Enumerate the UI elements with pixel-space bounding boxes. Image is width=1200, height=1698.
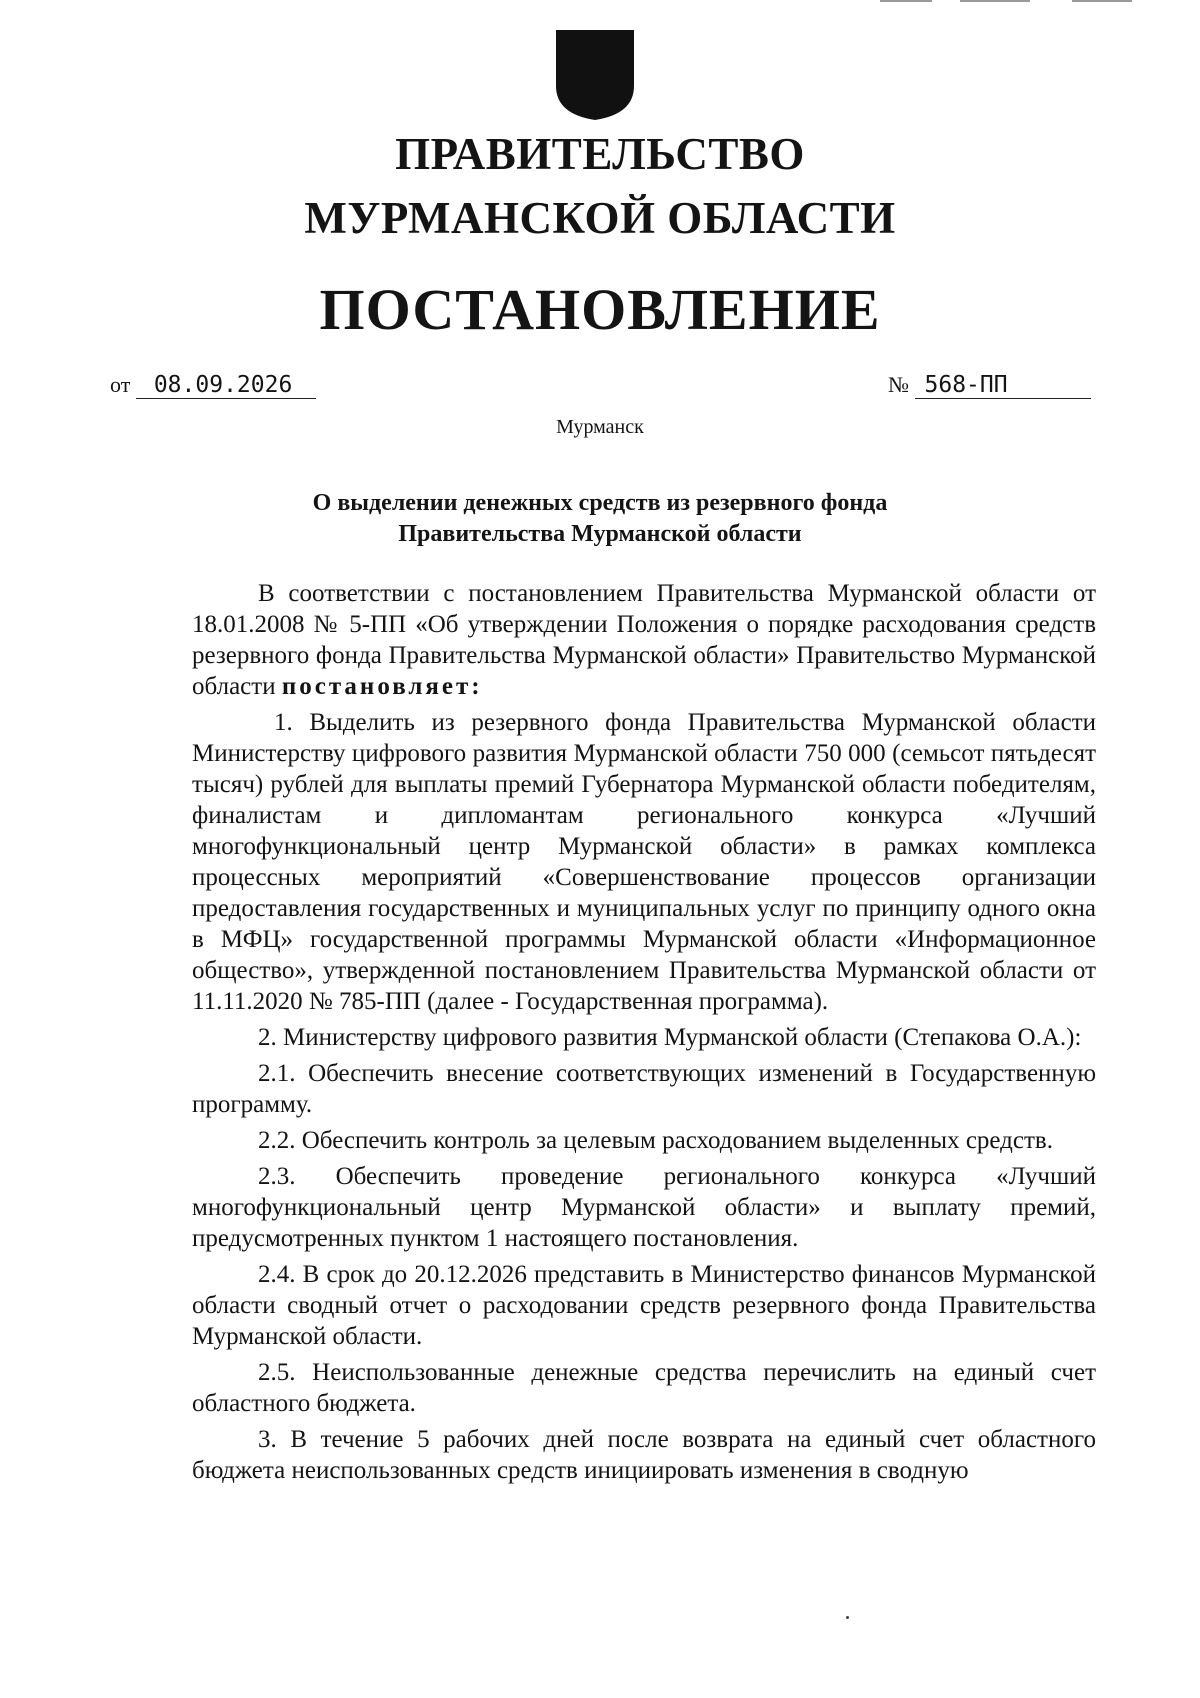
government-name-line2: МУРМАНСКОЙ ОБЛАСТИ	[304, 193, 896, 243]
clause-2-1: 2.1. Обеспечить внесение соответствующих изменений в Государственную программу.	[192, 1060, 1096, 1118]
clause-3: 3. В течение 5 рабочих дней после возврата на единый счет областного бюджета неиспользованных средств инициировать изменения в сводную	[192, 1426, 1096, 1484]
clause-2-3: 2.3. Обеспечить проведение регионального конкурса «Лучший многофункциональный центр Мурманской области» и выплату премий, предусмотренных пунктом 1 настоящего постановления.	[192, 1163, 1096, 1252]
preamble-paragraph	[192, 578, 1096, 702]
document-date-line	[110, 372, 316, 399]
document-number: 568-ПП	[915, 372, 1091, 399]
scan-artifact	[960, 0, 1030, 2]
clause-2-4: 2.4. В срок до 20.12.2026 представить в Министерство финансов Мурманской области сводный отчет о расходовании средств резервного фонда Правительства Мурманской области.	[192, 1261, 1096, 1350]
document-date: 08.09.2026	[136, 372, 316, 399]
date-prefix: от	[110, 372, 131, 397]
clause-2-5: 2.5. Неиспользованные денежные средства перечислить на единый счет областного бюджета.	[192, 1359, 1096, 1417]
clause-1: 1. Выделить из резервного фонда Правительства Мурманской области Министерству цифрового развития Мурманской области 750 000 (семьсот пятьдесят тысяч) рублей для выплаты премий Губернатора Мурманской области победителям, финалистам и дипломантам регионального конкурса «Лучший многофункциональный центр Мурманской области» в рамках комплекса процессных мероприятий «Совершенствование процессов организации предоставления государственных и муниципальных услуг по принципу одного окна в МФЦ» государственной программы Мурманской области «Информационное общество», утвержденной постановлением Правительства Мурманской области от 11.11.2020 № 785-ПП (далее - Государственная программа).	[192, 709, 1096, 1015]
document-body	[192, 578, 1096, 1491]
document-type-title: ПОСТАНОВЛЕНИЕ	[319, 277, 881, 342]
coat-of-arms-emblem	[554, 28, 636, 122]
document-subject	[0, 488, 1200, 550]
number-prefix: №	[888, 372, 909, 397]
clause-2-2: 2.2. Обеспечить контроль за целевым расходованием выделенных средств.	[258, 1127, 1053, 1154]
document-number-line	[888, 372, 1091, 399]
scan-artifact	[1072, 0, 1132, 2]
government-name-line1: ПРАВИТЕЛЬСТВО	[395, 129, 805, 179]
subject-line1: О выделении денежных средств из резервного фонда	[312, 490, 888, 516]
scan-artifact	[880, 0, 932, 2]
city-name: Мурманск	[556, 416, 644, 438]
clause-2: 2. Министерству цифрового развития Мурманской области (Степакова О.А.):	[258, 1024, 1082, 1051]
preamble-keyword: постановляет:	[281, 673, 483, 700]
subject-line2: Правительства Мурманской области	[398, 521, 802, 547]
scan-speck	[846, 1616, 849, 1619]
preamble-text: В соответствии с постановлением Правительства Мурманской области от 18.01.2008 № 5-ПП «Об утверждении Положения о порядке расходования средств резервного фонда Правительства Мурманской области» Правительство Мурманской области	[192, 580, 1096, 700]
